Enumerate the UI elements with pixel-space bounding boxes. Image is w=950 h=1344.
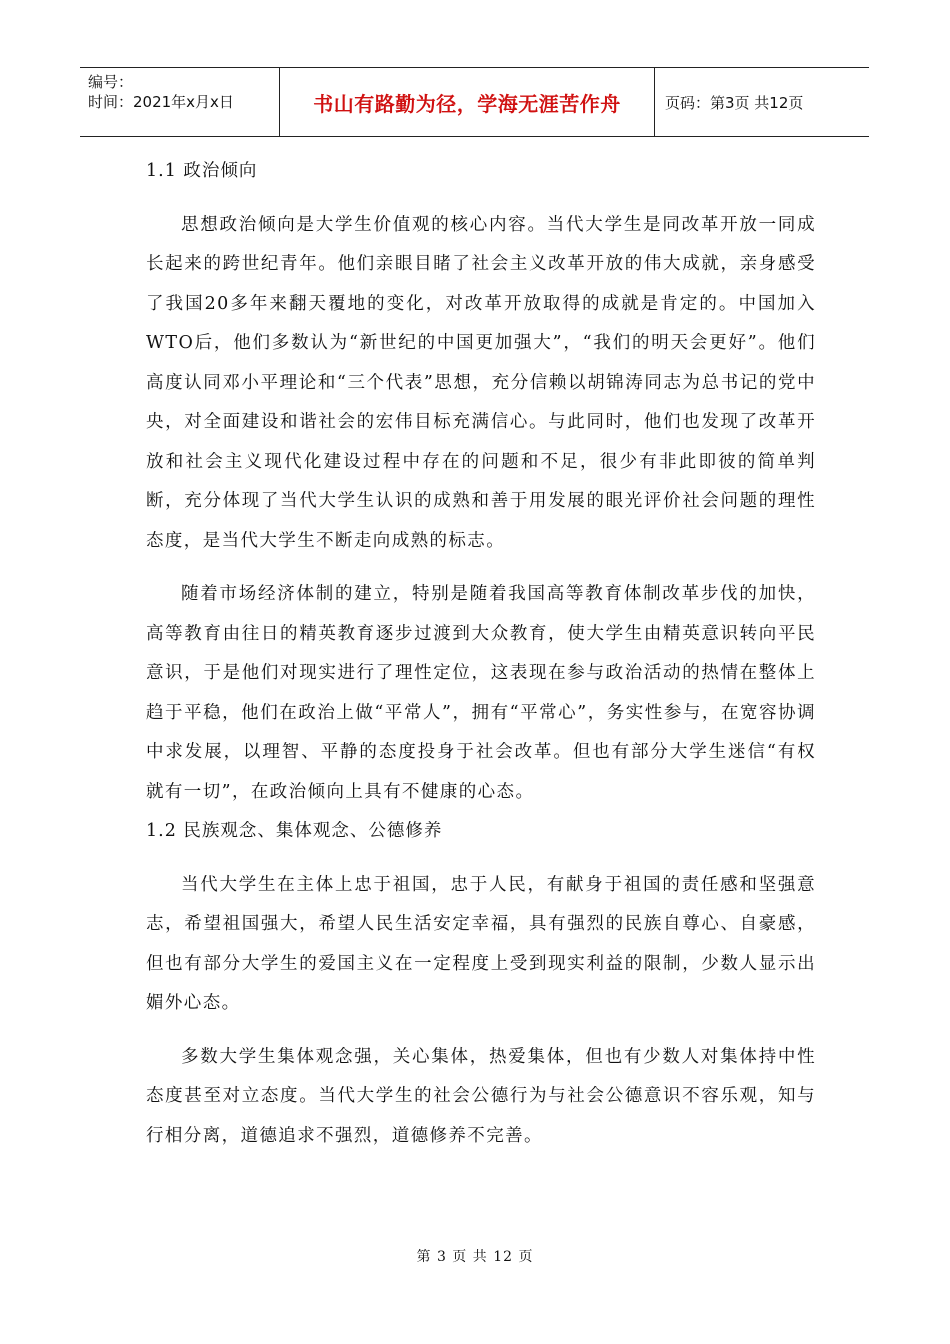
- serial-number-label: 编号：: [88, 73, 134, 91]
- spacer: [146, 852, 816, 866]
- paragraph: 当代大学生在主体上忠于祖国，忠于人民，有献身于祖国的责任感和坚强意志，希望祖国强大，希望人民生活安定幸福，具有强烈的民族自尊心、自豪感，但也有部分大学生的爱国主义在一定程度上受到现实利益的限制，少数人显示出媚外心态。: [146, 874, 816, 1013]
- spacer: [146, 1024, 816, 1038]
- header-page-info: 页码：第3页 共12页: [665, 93, 804, 112]
- header-motto: 书山有路勤为径，学海无涯苦作舟: [280, 68, 655, 136]
- paragraph: 随着市场经济体制的建立，特别是随着我国高等教育体制改革步伐的加快，高等教育由往日的精英教育逐步过渡到大众教育，使大学生由精英意识转向平民意识，于是他们对现实进行了理性定位，这表现在参与政治活动的热情在整体上趋于平稳，他们在政治上做“平常人”，拥有“平常心”，务实性参与，在宽容协调中求发展，以理智、平静的态度投身于社会改革。但也有部分大学生迷信“有权就有一切”，在政治倾向上具有不健康的心态。: [146, 584, 816, 802]
- page-header: [80, 67, 869, 137]
- spacer: [146, 192, 816, 206]
- paragraph: 思想政治倾向是大学生价值观的核心内容。当代大学生是同改革开放一同成长起来的跨世纪青年。他们亲眼目睹了社会主义改革开放的伟大成就，亲身感受了我国20多年来翻天覆地的变化，对改革开放取得的成就是肯定的。中国加入WTO后，他们多数认为“新世纪的中国更加强大”，“我们的明天会更好”。他们高度认同邓小平理论和“三个代表”思想，充分信赖以胡锦涛同志为总书记的党中央，对全面建设和谐社会的宏伟目标充满信心。与此同时，他们也发现了改革开放和社会主义现代化建设过程中存在的问题和不足，很少有非此即彼的简单判断，充分体现了当代大学生认识的成熟和善于用发展的眼光评价社会问题的理性态度，是当代大学生不断走向成熟的标志。: [146, 214, 816, 551]
- spacer: [146, 561, 816, 575]
- header-meta: [80, 68, 280, 136]
- section-heading-1-1: 1.1 政治倾向: [146, 161, 258, 181]
- document-body: [146, 152, 816, 1156]
- date-label: 时间：2021年x月x日: [88, 93, 234, 111]
- section-heading-1-2: 1.2 民族观念、集体观念、公德修养: [146, 821, 443, 841]
- page-footer: 第 3 页 共 12 页: [416, 1249, 534, 1265]
- paragraph: 多数大学生集体观念强，关心集体，热爱集体，但也有少数人对集体持中性态度甚至对立态度。当代大学生的社会公德行为与社会公德意识不容乐观，知与行相分离，道德追求不强烈，道德修养不完善。: [146, 1046, 816, 1146]
